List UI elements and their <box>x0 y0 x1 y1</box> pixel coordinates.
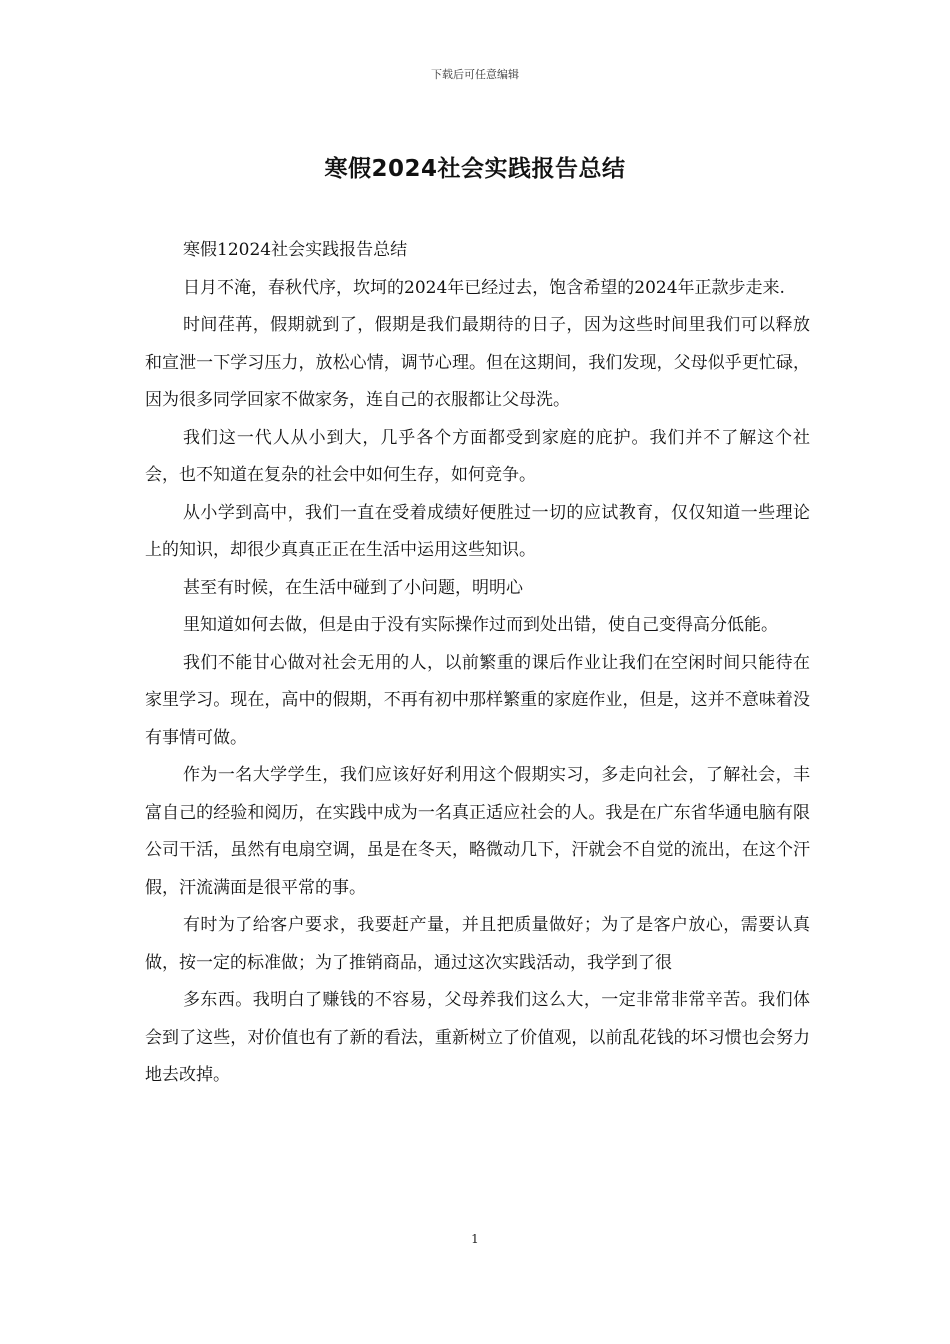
page-number: 1 <box>471 1232 479 1246</box>
document-title: 寒假2024社会实践报告总结 <box>324 156 626 182</box>
paragraph: 日月不淹，春秋代序，坎坷的2024年已经过去，饱含希望的2024年正款步走来. <box>183 277 785 298</box>
paragraph: 我们不能甘心做对社会无用的人，以前繁重的课后作业让我们在空闲时间只能待在家里学习。现在，高中的假期，不再有初中那样繁重的家庭作业，但是，这并不意味着没有事情可做。 <box>145 652 810 748</box>
paragraph: 时间荏苒，假期就到了，假期是我们最期待的日子，因为这些时间里我们可以释放和宣泄一下学习压力，放松心情，调节心理。但在这期间，我们发现，父母似乎更忙碌，因为很多同学回家不做家务，连自己的衣服都让父母洗。 <box>145 315 810 410</box>
header-note: 下载后可任意编辑 <box>431 68 519 81</box>
paragraph: 从小学到高中，我们一直在受着成绩好便胜过一切的应试教育，仅仅知道一些理论上的知识，却很少真真正正在生活中运用这些知识。 <box>145 502 810 560</box>
paragraph: 有时为了给客户要求，我要赶产量，并且把质量做好；为了是客户放心，需要认真做，按一定的标准做；为了推销商品，通过这次实践活动，我学到了很 <box>145 915 810 973</box>
paragraph: 我们这一代人从小到大，几乎各个方面都受到家庭的庇护。我们并不了解这个社会，也不知道在复杂的社会中如何生存，如何竞争。 <box>145 427 810 485</box>
paragraph-subtitle: 寒假12024社会实践报告总结 <box>183 240 408 260</box>
paragraph: 甚至有时候，在生活中碰到了小问题，明明心 <box>183 577 523 598</box>
paragraph: 里知道如何去做，但是由于没有实际操作过而到处出错，使自己变得高分低能。 <box>183 615 778 635</box>
paragraph: 多东西。我明白了赚钱的不容易，父母养我们这么大，一定非常非常辛苦。我们体会到了这些，对价值也有了新的看法，重新树立了价值观，以前乱花钱的坏习惯也会努力地去改掉。 <box>145 990 810 1085</box>
document-body <box>145 232 810 1095</box>
paragraph: 作为一名大学学生，我们应该好好利用这个假期实习，多走向社会，了解社会，丰富自己的经验和阅历，在实践中成为一名真正适应社会的人。我是在广东省华通电脑有限公司干活，虽然有电扇空调，虽是在冬天，略微动几下，汗就会不自觉的流出，在这个汗假，汗流满面是很平常的事。 <box>145 765 810 898</box>
